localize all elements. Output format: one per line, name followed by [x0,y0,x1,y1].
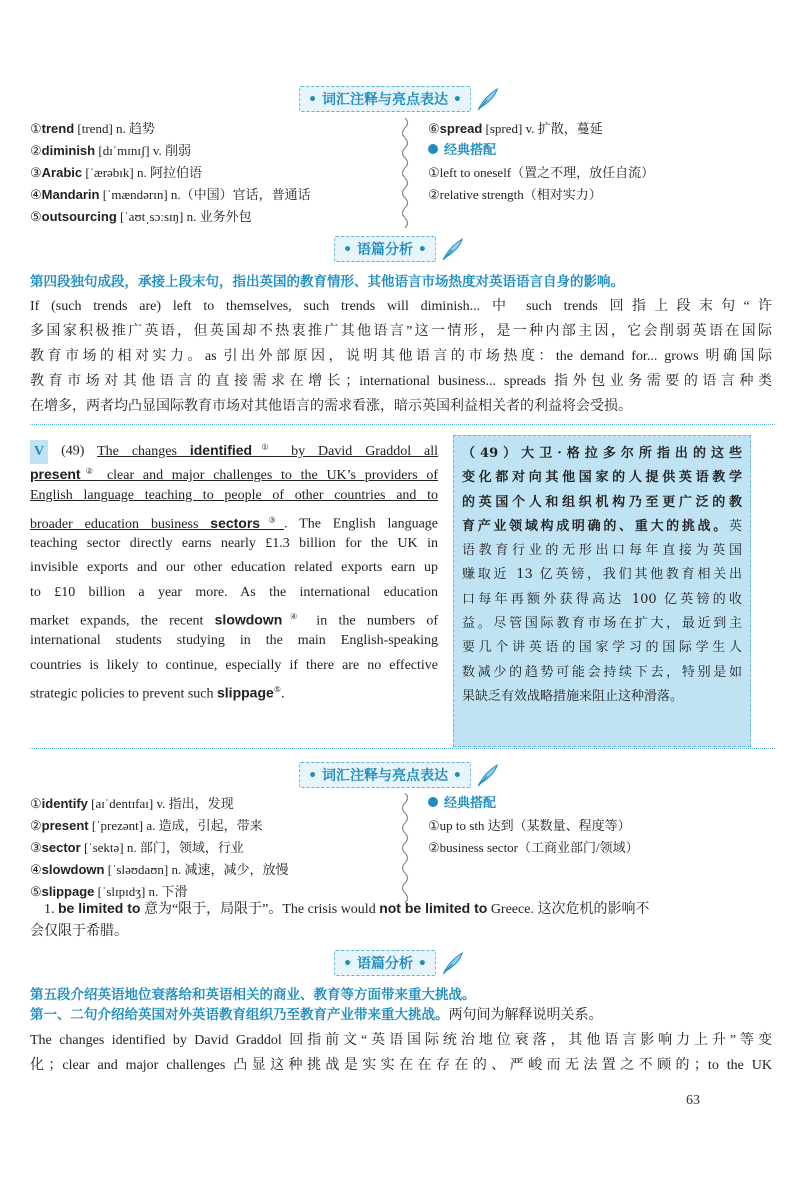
passage-line: present② clear and major challenges to the UK’s providers of [30,465,438,483]
analysis-section-title-2 [334,950,466,976]
paragraph-marker: V [30,440,48,464]
vocab-item: ①trend [trend] n. 趋势 [30,121,156,136]
translation-line: 变化都对向其他国家的人提供英语教学 [462,470,742,486]
analysis-paragraph-1 [30,294,772,419]
passage-line: countries is likely to continue, especially if there are no effective [30,657,438,673]
spiral-binding-icon [398,118,412,228]
note-line: 会仅限于希腊。 [30,924,128,939]
vocab-list [30,118,390,228]
quill-pen-icon [475,86,501,112]
collocation-item: ②business sector（工商业部门/领域） [428,840,639,855]
text-line: 化；clear and major challenges 凸显这种挑战是实实在在存在的、严峻而无法置之不顾的；to the UK [30,1058,772,1073]
bullet-dot-icon [428,144,438,154]
vocab-item: ④slowdown [ˈsləʊdaʊn] n. 减速，减少，放慢 [30,862,289,877]
vocab-item: ②present [ˈprezənt] a. 造成，引起，带来 [30,818,263,833]
analysis-section-title-1 [334,236,466,262]
spiral-divider [390,118,420,228]
analysis-title-label: • 语篇分析 • [334,950,436,976]
vocab-item: ②diminish [dɪˈmɪnɪʃ] v. 削弱 [30,143,192,158]
page-number: 63 [686,1093,700,1108]
text-line: 教育市场的相对实力。as 引出外部原因，说明其他语言的市场热度：the demand for... grows 明确国际 [30,349,772,364]
collocation-item: ②relative strength（相对实力） [428,187,602,202]
analysis-paragraph-2 [30,1003,772,1078]
quill-pen-icon [440,236,466,262]
bullet-dot-icon [428,797,438,807]
text-line: If (such trends are) left to themselves, such trends will diminish... 中 such trends 回指上段末句“许 [30,299,772,314]
translation-box [453,435,751,747]
quill-pen-icon [475,762,501,788]
vocab-item: ①identify [aɪˈdentɪfaɪ] v. 指出，发现 [30,796,234,811]
passage-line: invisible exports and our other education related exports earn up [30,560,438,576]
vocab-item: ③sector [ˈsektə] n. 部门，领域，行业 [30,840,244,855]
vocab-block-2 [30,793,775,903]
translation-line: 数减少的趋势可能会持续下去，特别是如 [462,664,742,680]
vocab-title-label: • 词汇注释与亮点表达 • [299,86,471,112]
text-line: 第一、二句介绍给英国对外英语教育组织乃至教育产业带来重大挑战。两句间为解释说明关系。 [30,1007,603,1023]
passage-line: teaching sector directly earns nearly £1.3 billion for the UK in [30,536,438,552]
vocab-item: ⑤slippage [ˈslɪpɪdʒ] n. 下滑 [30,884,188,899]
translation-line: 要几个讲英语的国家学习的国际学生人 [462,640,742,656]
reading-passage [30,435,438,702]
text-line: 教育市场对其他语言的直接需求在增长；international business... spreads 指外包业务需要的语言种类 [30,374,772,389]
vocab-item: ⑥spread [spred] v. 扩散，蔓延 [428,121,603,136]
text-line: 多国家积极推广英语，但英国却不热衷推广其他语言”这一情形，是一种内部主因，它会削弱英语在国际 [30,324,772,339]
vocab-block-1 [30,118,775,228]
passage-line: market expands, the recent slowdown④ in the numbers of [30,611,438,629]
passage-line: to £10 billion a year more. As the international education [30,584,438,600]
translation-line: 口每年再额外获得高达 100 亿英镑的收 [462,591,742,607]
translation-line: 育产业领域构成明确的、重大的挑战。英 [462,518,742,534]
vocab-item: ⑤outsourcing [ˈaʊtˌsɔːsɪŋ] n. 业务外包 [30,209,252,224]
passage-line: English language teaching to people of other countries and to [30,487,438,503]
translation-line: 果缺乏有效战略措施来阻止这种滑落。 [462,688,684,704]
dotted-divider [30,424,775,425]
collocation-heading: 经典搭配 [428,140,775,162]
spiral-divider [390,793,420,903]
vocab-item: ④Mandarin [ˈmændərɪn] n.（中国）官话，普通话 [30,187,311,202]
vocab-list [30,793,390,903]
analysis-topic-1: 第四段独句成段，承接上段末句，指出英国的教育情形、其他语言市场热度对英语语言自身的影响。 [30,274,624,290]
collocation-item: ①left to oneself（置之不理，放任自流） [428,165,655,180]
passage-line: broader education business sectors③. The English language [30,514,439,532]
translation-line: 语教育行业的无形出口每年直接为英国 [462,543,742,559]
collocation-heading: 经典搭配 [428,793,775,815]
passage-line: strategic policies to prevent such slippage⑤. [30,684,285,702]
vocab-right-column [420,793,775,903]
analysis-topic-2: 第五段介绍英语地位衰落给和英语相关的商业、教育等方面带来重大挑战。 [30,987,476,1003]
translation-line: 赚取近 13 亿英镑，我们其他教育相关出 [462,567,742,583]
text-line: The changes identified by David Graddol 回指前文“英语国际统治地位衰落，其他语言影响力上升”等变 [30,1033,772,1048]
vocab-right-column [420,118,775,228]
translation-line: 益。尽管国际教育市场在扩大，最近到主 [462,616,742,632]
vocab-item: ③Arabic [ˈærəbɪk] n. 阿拉伯语 [30,165,202,180]
usage-note [30,896,772,944]
dotted-divider [30,748,775,749]
spiral-binding-icon [398,793,412,903]
note-line: 1. be limited to 意为“限于，局限于”。The crisis would not be limited to Greece. 这次危机的影响不 [44,900,650,917]
quill-pen-icon [440,950,466,976]
text-line: 在增多，两者均凸显国际教育市场对其他语言的需求看涨，暗示英国利益相关者的利益将会受损。 [30,399,632,414]
passage-line: V (49) The changes identified① by David Graddol all [30,435,438,459]
translation-line: 的英国个人和组织机构乃至更广泛的教 [462,494,742,510]
analysis-title-label: • 语篇分析 • [334,236,436,262]
passage-line: international students studying in the main English-speaking [30,633,438,649]
vocab-section-title-2 [299,762,501,788]
vocab-title-label: • 词汇注释与亮点表达 • [299,762,471,788]
vocab-section-title-1 [299,86,501,112]
translation-line: （49）大卫·格拉多尔所指出的这些 [462,446,742,461]
collocation-item: ①up to sth 达到（某数量、程度等） [428,818,631,833]
